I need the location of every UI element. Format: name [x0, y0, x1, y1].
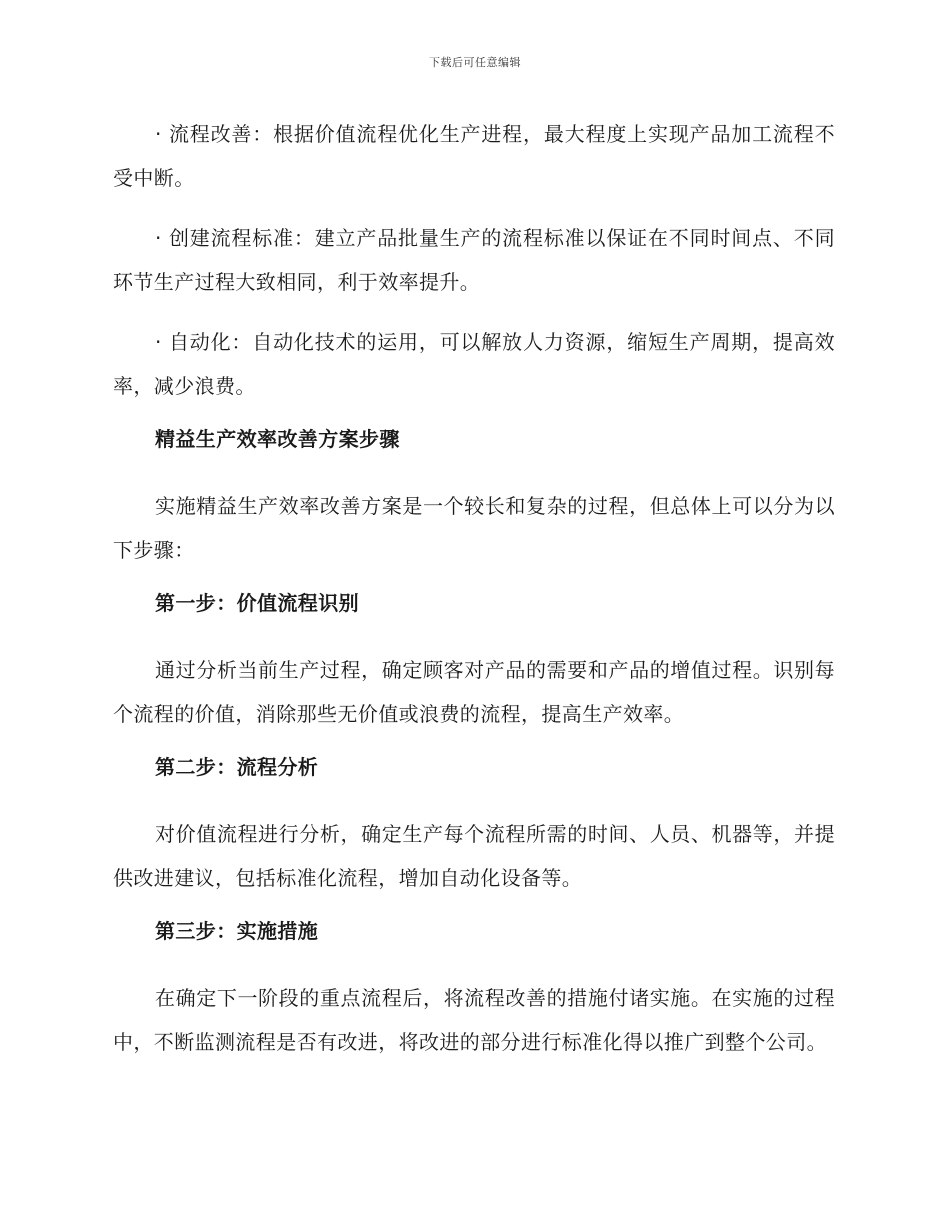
step-1-body: 通过分析当前生产过程，确定顾客对产品的需要和产品的增值过程。识别每个流程的价值，消除那些无价值或浪费的流程，提高生产效率。: [113, 658, 835, 726]
bullet-paragraph-process-standard: · 创建流程标准：建立产品批量生产的流程标准以保证在不同时间点、不同环节生产过程大致相同，利于效率提升。: [113, 226, 835, 294]
step-3-title: 第三步：实施措施: [155, 919, 319, 943]
header-note: 下载后可任意编辑: [429, 56, 521, 69]
document-body: [113, 112, 835, 1080]
step-2-body: 对价值流程进行分析，确定生产每个流程所需的时间、人员、机器等，并提供改进建议，包括标准化流程，增加自动化设备等。: [113, 822, 835, 890]
step-3-body: 在确定下一阶段的重点流程后，将流程改善的措施付诸实施。在实施的过程中，不断监测流程是否有改进，将改进的部分进行标准化得以推广到整个公司。: [113, 986, 835, 1054]
step-2-title: 第二步：流程分析: [155, 755, 319, 779]
bullet-paragraph-automation: · 自动化：自动化技术的运用，可以解放人力资源，缩短生产周期，提高效率，减少浪费。: [113, 330, 835, 398]
section-title: 精益生产效率改善方案步骤: [155, 427, 400, 451]
bullet-paragraph-process-improvement: · 流程改善：根据价值流程优化生产进程，最大程度上实现产品加工流程不受中断。: [113, 122, 835, 190]
step-1-title: 第一步：价值流程识别: [155, 591, 359, 615]
intro-paragraph: 实施精益生产效率改善方案是一个较长和复杂的过程，但总体上可以分为以下步骤：: [113, 494, 835, 562]
